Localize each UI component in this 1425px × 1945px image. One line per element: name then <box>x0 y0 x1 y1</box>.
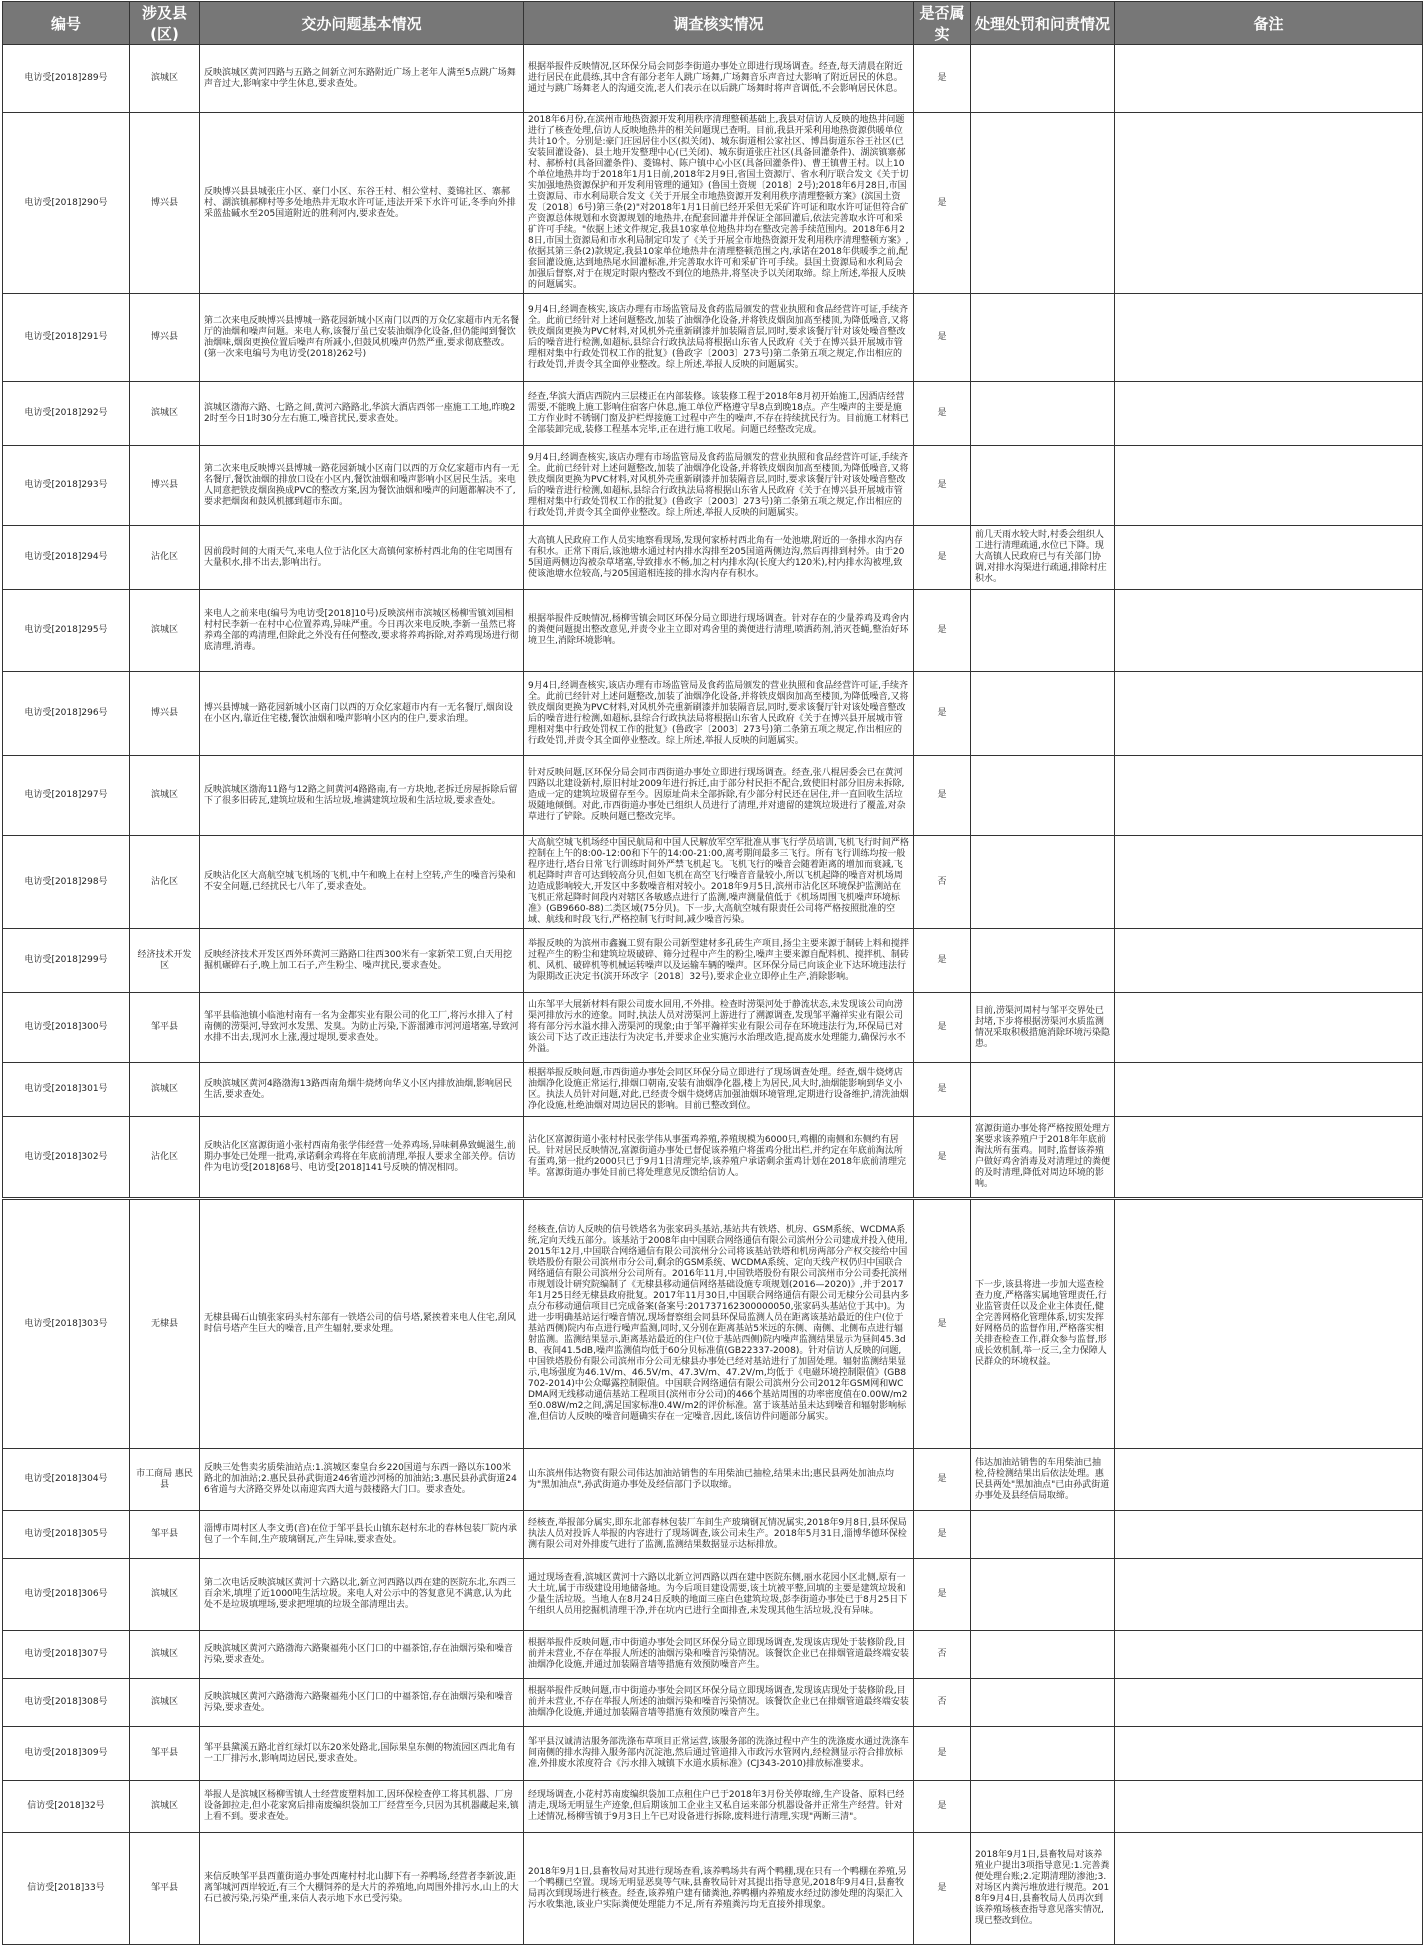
row-verified: 是 <box>914 113 971 294</box>
table-row <box>3 1727 1423 1781</box>
row-id: 电访受[2018]296号 <box>3 672 130 756</box>
row-issue: 举报人是滨城区杨柳雪镇人士经营废塑料加工,因环保检查停工将其机器、厂房设备卸拉走,但小花家窝后排南废编织袋加工厂经营至今,只因为其机器藏起来,镇上看不到。要求查处。 <box>200 1781 524 1833</box>
header-finding: 调查核实情况 <box>524 2 914 45</box>
row-county: 滨城区 <box>130 1063 200 1117</box>
row-issue: 第二次来电反映博兴县博城一路花园新城小区南门以西的万众亿家超市内无名餐厅的油烟和噪声问题。来电人称,该餐厅虽已安装油烟净化设备,但仍能闻到餐饮油烟味,烟囱更换位置后噪声有所减小,但鼓风机噪声仍然严重,要求彻底整改。(第一次来电编号为电访受(2018)262号) <box>200 294 524 382</box>
row-id: 电访受[2018]297号 <box>3 756 130 836</box>
header-county: 涉及县(区) <box>130 2 200 45</box>
row-verified: 是 <box>914 1511 971 1559</box>
table-row <box>3 836 1423 929</box>
row-penalty <box>971 756 1115 836</box>
row-note <box>1115 382 1423 446</box>
row-finding: 经查,华滨大酒店西院内三层楼正在内部装修。该装修工程于2018年8月初开始施工,因酒店经营需要,不能晚上施工影响住宿客户休息,施工单位严格遵守早8点到晚18点。产生噪声的主要是施工方作业时不锈钢门窗及护栏焊接施工过程中产生的噪声,不存在持续扰民行为。目前施工材料已全部装卸完成,装修工程基本完毕,正在进行施工收尾。问题已经整改完成。 <box>524 382 914 446</box>
row-county: 沾化区 <box>130 836 200 929</box>
row-id: 电访受[2018]303号 <box>3 1199 130 1449</box>
row-county: 邹平县 <box>130 993 200 1063</box>
row-penalty <box>971 1511 1115 1559</box>
table-row <box>3 590 1423 672</box>
row-finding: 大高航空城飞机场经中国民航局和中国人民解放军空军批准从事飞行学员培训,飞机飞行时间严格控制在上午的8:00-12:00和下午的14:00-21:00,离考期间最多三飞行。所有飞行训练均按一般程序进行,塔台日常飞行训练时间外严禁飞机起飞。飞机飞行的噪音会随着距离的增加而衰减,飞机起降时声音可达到较高分贝,但如飞机在高空飞行噪音音量较小,所以飞机起降的噪音对机场周边造成影响较大,开发区中多数噪音相对较小。2018年9月5日,滨州市沾化区环境保护监测站在飞机正常起降时间段内对辖区各敏感点进行了监测,噪声测量值低于《机场周围飞机噪声环境标准》(GB9660-88)二类区域(75分贝)。下一步,大高航空城有限责任公司将严格按照批准的空域、航线和时段飞行,严格控制飞行时间,减少噪音污染。 <box>524 836 914 929</box>
row-penalty: 富源街道办事处将严格按照处理方案要求该养殖户于2018年年底前淘汰所有蛋鸡。同时,监督该养殖户做好鸡舍消毒及对清理过的粪便的及时清理,降低对周边环境的影响。 <box>971 1117 1115 1199</box>
row-note <box>1115 929 1423 993</box>
row-penalty <box>971 1781 1115 1833</box>
row-verified: 是 <box>914 929 971 993</box>
row-county: 无棣县 <box>130 1199 200 1449</box>
row-note <box>1115 526 1423 590</box>
row-issue: 因前段时间的大雨天气,来电人位于沾化区大高镇何家桥村西北角的住宅周围有大量积水,排不出去,影响出行。 <box>200 526 524 590</box>
row-note <box>1115 1063 1423 1117</box>
table-row <box>3 446 1423 526</box>
row-county: 滨城区 <box>130 382 200 446</box>
row-issue: 第二次来电反映博兴县博城一路花园新城小区南门以西的万众亿家超市内有一无名餐厅,餐饮油烟的排放口设在小区内,餐饮油烟和噪声影响小区居民生活。来电人同意把铁皮烟囱换成PVC的整改方案,因为餐饮油烟和噪声的问题都解决不了,要求把烟囱和鼓风机挪到超市东面。 <box>200 446 524 526</box>
table-row <box>3 993 1423 1063</box>
row-verified: 是 <box>914 1781 971 1833</box>
row-county: 滨城区 <box>130 590 200 672</box>
row-note <box>1115 294 1423 382</box>
row-verified: 是 <box>914 1063 971 1117</box>
row-issue: 邹平县临池镇小临池村南有一名为金都实业有限公司的化工厂,将污水排入了村南侧的涝渠河,导致河水发黑、发臭。为防止污染,下游溜滩市河河道堵塞,导致河水排不出去,现河水上涨,漫过堤坝,要求查处。 <box>200 993 524 1063</box>
row-county: 滨城区 <box>130 1559 200 1631</box>
row-verified: 是 <box>914 526 971 590</box>
row-county: 邹平县 <box>130 1727 200 1781</box>
row-note <box>1115 1117 1423 1199</box>
row-county: 邹平县 <box>130 1833 200 1945</box>
table-row <box>3 1199 1423 1449</box>
table-row <box>3 756 1423 836</box>
row-finding: 大高镇人民政府工作人员实地察看现场,发现何家桥村西北角有一处池塘,附近的一条排水沟内存有积水。正常下雨后,该池塘水通过村内排水沟排至205国道两侧边沟,然后再排到村外。由于205国道两侧边沟被杂草堵塞,导致排水不畅,加之村内排水沟(长度大约120米),村内排水沟被埋,致使该池塘水位较高,与205国道相连接的排水沟内存有积水。 <box>524 526 914 590</box>
table-row <box>3 929 1423 993</box>
row-issue: 邹平县黛溪五路北首红绿灯以东20米处路北,国际果皇东侧的物流园区西北角有一工厂排污水,影响周边居民,要求查处。 <box>200 1727 524 1781</box>
row-issue: 反映滨城区渤海11路与12路之间黄河4路路南,有一方块地,老拆迁房屋拆除后留下了很多旧砖瓦,建筑垃圾和生活垃圾,堆满建筑垃圾和生活垃圾,要求查处。 <box>200 756 524 836</box>
row-finding: 山东滨州伟达物资有限公司伟达加油站销售的车用柴油已抽检,结果未出;惠民县两处加油点均为"黑加油点",孙武街道办事处及经信部门予以取缔。 <box>524 1449 914 1511</box>
row-id: 电访受[2018]307号 <box>3 1631 130 1679</box>
case-table <box>2 1 1423 1945</box>
row-issue: 淄博市周村区人李文勇(音)在位于邹平县长山镇东赵村东北的春林包装厂院内承包了一个车间,生产玻璃钢瓦,产生异味,要求查处。 <box>200 1511 524 1559</box>
row-penalty <box>971 672 1115 756</box>
row-county: 邹平县 <box>130 1511 200 1559</box>
row-issue: 反映滨城区黄河四路与五路之间新立河东路附近广场上老年人满至5点跳广场舞声音过大,影响家中学生休息,要求查处。 <box>200 45 524 113</box>
row-penalty <box>971 1559 1115 1631</box>
table-row <box>3 1781 1423 1833</box>
row-penalty <box>971 382 1115 446</box>
header-note: 备注 <box>1115 2 1423 45</box>
row-finding: 根据举报件反映情况,杨柳雪镇会同区环保分局立即进行现场调查。针对存在的少量养鸡及鸡舍内的粪便问题提出整改意见,并责令业主立即对鸡舍里的粪便进行清理,喷洒药剂,消灭苍蝇,整治好环境卫生,消除环境影响。 <box>524 590 914 672</box>
row-note <box>1115 993 1423 1063</box>
row-penalty <box>971 1727 1115 1781</box>
row-note <box>1115 1679 1423 1727</box>
row-issue: 来信反映邹平县西董街道办事处西庵村村北山脚下有一养鸭场,经营者李新波,距离邹城河西岸较近,有三个大棚饲养的是大片的养殖地,向周围外排污水,山上的大石已被污染,污染严重,来信人表示地下水已受污染。 <box>200 1833 524 1945</box>
row-verified: 是 <box>914 1833 971 1945</box>
row-id: 电访受[2018]294号 <box>3 526 130 590</box>
table-row <box>3 1511 1423 1559</box>
row-finding: 根据举报件反映问题,市中街道办事处会同区环保分局立即现场调查,发现该店现处于装修阶段,目前并未营业,不存在举报人所述的油烟污染和噪音污染情况。该餐饮企业已在排烟管道最终端安装油烟净化设施,并通过加装隔音墙等措施有效预防噪音产生。 <box>524 1631 914 1679</box>
row-id: 电访受[2018]293号 <box>3 446 130 526</box>
row-penalty <box>971 836 1115 929</box>
row-penalty <box>971 113 1115 294</box>
row-verified: 否 <box>914 836 971 929</box>
row-penalty <box>971 590 1115 672</box>
row-note <box>1115 446 1423 526</box>
row-note <box>1115 1727 1423 1781</box>
row-id: 电访受[2018]304号 <box>3 1449 130 1511</box>
row-finding: 2018年6月份,在滨州市地热资源开发利用秩序清理整顿基础上,我县对信访人反映的地热井问题进行了核查处理,信访人反映地热井的相关问题现已查明。目前,我县开采利用地热资源供暖单位共计10个。分别是:豪门庄园居住小区(拟关闭)、城东街道相公家社区、博昌街道东谷王社区(已安装回灌设备)、县土地开发整理中心(已关闭)、城东街道张庄社区(具备回灌条件)、湖滨镇寨郝村、郝桥村(具备回灌条件)、菱锦村、陈户镇中心小区(具备回灌条件)、曹王镇曹王村。以上10个单位地热井均于2018年1月1日前,2018年2月9日,省国土资源厅、省水利厅联合发文《关于切实加强地热资源保护和开发利用管理的通知》(鲁国土资规〔2018〕2号);2018年6月28日,市国土资源局、市水利局联合发文《关于开展全市地热资源开发利用秩序清理整顿方案》(滨国土资发〔2018〕6号)第三条(2)"对2018年1月1日前已经开采但无采矿许可证和取水许可证但符合矿产资源总体规划和水资源规划的地热井,在配套回灌井并保证全部回灌后,依法完善取水许可和采矿许可手续。"依据上述文件规定,我县10家单位地热井均在整改完善手续范围内。2018年6月28日,市国土资源局和市水利局制定印发了《关于开展全市地热资源开发利用秩序清理整顿方案》,依据其第三条(2)款规定,我县10家单位地热井在清理整顿范围之内,承诺在2018年供暖季之前,配套回灌设施,达到地热尾水回灌标准,并完善取水许可和采矿许可手续。县国土资源局和水利局会加强后督察,对于在规定时限内整改不到位的地热井,将坚决予以关闭取缔。综上所述,举报人反映的问题属实。 <box>524 113 914 294</box>
row-id: 电访受[2018]292号 <box>3 382 130 446</box>
row-issue: 反映沾化区富源街道小张村西南角张学伟经营一处养鸡场,异味刺鼻致蝇滋生,前期办事处已处理一批鸡,承诺剩余鸡将在年底前清理,举报人要求全部关停。信访件为电访受[2018]68号、电访受[2018]141号反映的情况相同。 <box>200 1117 524 1199</box>
header-verified: 是否属实 <box>914 2 971 45</box>
row-id: 电访受[2018]291号 <box>3 294 130 382</box>
row-verified: 是 <box>914 1449 971 1511</box>
row-id: 电访受[2018]305号 <box>3 1511 130 1559</box>
row-issue: 反映三处售卖劣质柴油站点:1.滨城区秦皇台乡220国道与东西一路以东100米路北的加油站;2.惠民县孙武街道246省道沙河杨的加油站;3.惠民县孙武街道246省道与大济路交界处以南迎宾西大道与鼓楼路大门口。要求查处。 <box>200 1449 524 1511</box>
row-id: 电访受[2018]299号 <box>3 929 130 993</box>
row-note <box>1115 1781 1423 1833</box>
row-note <box>1115 1511 1423 1559</box>
row-issue: 反映博兴县县城张庄小区、豪门小区、东谷王村、相公堂村、菱锦社区、寨郝村、湖滨镇郝柳村等多处地热井无取水许可证,违法开采下水许可证,冬季向外排采蓝盐碱水至205国道附近的胜利河内,要求查处。 <box>200 113 524 294</box>
table-row <box>3 672 1423 756</box>
row-note <box>1115 45 1423 113</box>
row-penalty <box>971 1063 1115 1117</box>
row-verified: 是 <box>914 1559 971 1631</box>
table-row <box>3 1679 1423 1727</box>
row-finding: 9月4日,经调查核实,该店办理有市场监管局及食药监局颁发的营业执照和食品经营许可证,手续齐全。此前已经针对上述问题整改,加装了油烟净化设备,并将铁皮烟囱加高至楼顶,为降低噪音,又将铁皮烟囱更换为PVC材料,对风机外壳重新刷漆并加装隔音层,同时,要求该餐厅针对该处噪音整改后的噪音进行检测,如超标,县综合行政执法局将根据山东省人民政府《关于在博兴县开展城市管理相对集中行政处罚权工作的批复》(鲁政字〔2003〕273号)第二条第五项之规定,作出相应的行政处罚,并责令其全面停业整改。综上所述,举报人反映的问题属实。 <box>524 294 914 382</box>
header-row <box>3 2 1423 45</box>
row-penalty: 伟达加油站销售的车用柴油已抽检,待检测结果出后依法处理。惠民县两处"黑加油点"已由孙武街道办事处及县经信局取缔。 <box>971 1449 1115 1511</box>
row-issue: 博兴县博城一路花园新城小区南门以西的万众亿家超市内有一无名餐厅,烟囱设在小区内,靠近住宅楼,餐饮油烟和噪声影响小区内的住户,要求治理。 <box>200 672 524 756</box>
table-row <box>3 1063 1423 1117</box>
row-finding: 沾化区富源街道小张村村民张学伟从事蛋鸡养殖,养殖规模为6000只,鸡棚的南侧和东侧约有居民。针对居民反映情况,富源街道办事处已督促该养殖户将蛋鸡分批出栏,并约定在年底前淘汰所有蛋鸡,第一批约2000只已于9月1日清理完毕,该养殖户承诺剩余蛋鸡计划在2018年底前清理完毕。富源街道办事处目前已将处理意见反馈给信访人。 <box>524 1117 914 1199</box>
row-issue: 反映经济技术开发区西外环黄河三路路口往西300米有一家新荣工贸,白天用挖掘机碾碎石子,晚上加工石子,产生粉尘、噪声扰民,要求查处。 <box>200 929 524 993</box>
row-verified: 是 <box>914 993 971 1063</box>
row-verified: 是 <box>914 45 971 113</box>
row-penalty <box>971 294 1115 382</box>
header-id: 编号 <box>3 2 130 45</box>
row-county: 博兴县 <box>130 672 200 756</box>
row-issue: 无棣县碣石山镇张家码头村东部有一铁塔公司的信号塔,紧挨着来电人住宅,刮风时信号塔产生巨大的噪音,且产生辐射,要求处理。 <box>200 1199 524 1449</box>
row-id: 电访受[2018]301号 <box>3 1063 130 1117</box>
row-county: 滨城区 <box>130 1679 200 1727</box>
row-finding: 根据举报件反映问题,市中街道办事处会同区环保分局立即现场调查,发现该店现处于装修阶段,目前并未营业,不存在举报人所述的油烟污染和噪音污染情况。该餐饮企业已在排烟管道最终端安装油烟净化设施,并通过加装隔音墙等措施有效预防噪音产生。 <box>524 1679 914 1727</box>
row-finding: 经核查,举报部分属实,即东北部春林包装厂车间生产玻璃钢瓦情况属实,2018年9月8日,县环保局执法人员对投诉人举报的内容进行了现场调查,该公司未生产。2018年5月31日,淄博华德环保检测有限公司对外排废气进行了监测,监测结果数据显示达标排放。 <box>524 1511 914 1559</box>
row-verified: 是 <box>914 590 971 672</box>
row-penalty <box>971 446 1115 526</box>
row-verified: 是 <box>914 1199 971 1449</box>
row-finding: 针对反映问题,区环保分局会同市西街道办事处立即进行现场调查。经查,张八棍居委会已在黄河四路以北建设新村,原旧村址2009年进行拆迁,由于部分村民拒不配合,致使旧村部分旧房未拆除,造成一定的建筑垃圾留存至今。因原址尚未全部拆除,有少部分村民还在居住,并一直回收生活垃圾随地倾倒。对此,市西街道办事处已组织人员进行了清理,并对遗留的建筑垃圾进行了覆盖,对杂草进行了铲除。反映问题已整改完毕。 <box>524 756 914 836</box>
row-finding: 根据举报反映问题,市西街道办事处会同区环保分局立即进行了现场调查处理。经查,烟牛烧烤店油烟净化设施正常运行,排烟口朝南,安装有油烟净化器,楼上为居民,风大时,油烟能影响到华义小区。执法人员针对问题,对此,已经责令烟牛烧烤店加强油烟环境管理,定期进行设备维护,清洗油烟净化设施,杜绝油烟对周边居民的影响。目前已整改到位。 <box>524 1063 914 1117</box>
row-county: 滨城区 <box>130 1781 200 1833</box>
row-county: 滨城区 <box>130 45 200 113</box>
row-county: 经济技术开发区 <box>130 929 200 993</box>
row-county: 市工商局 惠民县 <box>130 1449 200 1511</box>
row-county: 滨城区 <box>130 1631 200 1679</box>
row-finding: 根据举报件反映情况,区环保分局会同彭李街道办事处立即进行现场调查。经查,每天清晨在附近进行居民在此晨练,其中含有部分老年人跳广场舞,广场舞音乐声音过大影响了附近居民的休息。通过与跳广场舞老人的沟通交流,老人们表示在以后跳广场舞时将声音调低,不会影响居民休息。 <box>524 45 914 113</box>
row-county: 博兴县 <box>130 113 200 294</box>
row-id: 电访受[2018]298号 <box>3 836 130 929</box>
row-id: 电访受[2018]302号 <box>3 1117 130 1199</box>
row-finding: 9月4日,经调查核实,该店办理有市场监管局及食药监局颁发的营业执照和食品经营许可证,手续齐全。此前已经针对上述问题整改,加装了油烟净化设备,并将铁皮烟囱加高至楼顶,为降低噪音,又将铁皮烟囱更换为PVC材料,对风机外壳重新刷漆并加装隔音层,同时,要求该餐厅针对该处噪音整改后的噪音进行检测,如超标,县综合行政执法局将根据山东省人民政府《关于在博兴县开展城市管理相对集中行政处罚权工作的批复》(鲁政字〔2003〕273号)第二条第五项之规定,作出相应的行政处罚,并责令其全面停业整改。综上所述,举报人反映的问题属实。 <box>524 446 914 526</box>
header-issue: 交办问题基本情况 <box>200 2 524 45</box>
row-issue: 反映滨城区黄河六路渤海六路聚福苑小区门口的中福茶馆,存在油烟污染和噪音污染,要求查处。 <box>200 1679 524 1727</box>
row-verified: 是 <box>914 294 971 382</box>
row-penalty <box>971 45 1115 113</box>
row-finding: 举报反映的为滨州市鑫巍工贸有限公司新型建材多孔砖生产项目,扬尘主要来源于制砖上料和搅拌过程产生的粉尘和建筑垃圾破碎、筛分过程中产生的粉尘,噪声主要来源自配料机、搅拌机、制砖机、风机、破碎机等机械运转噪声以及运输车辆的噪声。区环保分局已向该企业下达环境违法行为限期改正决定书(滨开环改字〔2018〕32号),要求企业立即停止生产,消除影响。 <box>524 929 914 993</box>
row-verified: 是 <box>914 382 971 446</box>
row-verified: 是 <box>914 756 971 836</box>
row-note <box>1115 1199 1423 1449</box>
row-id: 电访受[2018]300号 <box>3 993 130 1063</box>
row-note <box>1115 113 1423 294</box>
row-issue: 反映滨城区黄河4路渤海13路西南角烟牛烧烤向华义小区内排放油烟,影响居民生活,要求查处。 <box>200 1063 524 1117</box>
table-body <box>3 45 1423 1945</box>
row-note <box>1115 756 1423 836</box>
row-issue: 第二次电话反映滨城区黄河十六路以北,新立河西路以西在建的医院东北,东西三百余米,填埋了近1000吨生活垃圾。来电人对公示中的答复意见不满意,认为此处不是垃圾填埋场,要求把埋填的垃圾全部清理出去。 <box>200 1559 524 1631</box>
row-id: 电访受[2018]289号 <box>3 45 130 113</box>
row-note <box>1115 590 1423 672</box>
row-id: 电访受[2018]306号 <box>3 1559 130 1631</box>
row-note <box>1115 1833 1423 1945</box>
row-note <box>1115 672 1423 756</box>
row-finding: 经现场调查,小花村苏南废编织袋加工点租住户已于2018年3月份关停取缔,生产设备、原料已经清走,现场无明显生产迹象,但后期该加工企业主又私自运来部分机器设备并正常生产经营。针对上述情况,杨柳雪镇于9月3日上午已对设备进行拆除,废料进行清理,实现"两断三清"。 <box>524 1781 914 1833</box>
row-finding: 9月4日,经调查核实,该店办理有市场监管局及食药监局颁发的营业执照和食品经营许可证,手续齐全。此前已经针对上述问题整改,加装了油烟净化设备,并将铁皮烟囱加高至楼顶,为降低噪音,又将铁皮烟囱更换为PVC材料,对风机外壳重新刷漆并加装隔音层,同时,要求该餐厅针对该处噪音整改后的噪音进行检测,如超标,县综合行政执法局将根据山东省人民政府《关于在博兴县开展城市管理相对集中行政处罚权工作的批复》(鲁政字〔2003〕273号)第二条第五项之规定,作出相应的行政处罚,并责令其全面停业整改。综上所述,举报人反映的问题属实。 <box>524 672 914 756</box>
row-penalty <box>971 1679 1115 1727</box>
row-county: 博兴县 <box>130 294 200 382</box>
table-row <box>3 382 1423 446</box>
row-verified: 否 <box>914 1631 971 1679</box>
row-finding: 邹平县汉诚清洁服务部洗涤布草项目正常运营,该服务部的洗涤过程中产生的洗涤废水通过洗涤车间南侧的排水沟排入服务部内沉淀池,然后通过管道排入市政污水管网内,经检测显示符合排放标准,外排废水浓度符合《污水排入城镇下水道水质标准》(CJ343-2010)排放标准要求。 <box>524 1727 914 1781</box>
table-row <box>3 1449 1423 1511</box>
row-finding: 经核查,信访人反映的信号铁塔名为张家码头基站,基站共有铁塔、机房、GSM系统、WCDMA系统,定向天线五部分。该基站于2008年由中国联合网络通信有限公司滨州分公司建成并投入使用,2015年12月,中国联合网络通信有限公司滨州分公司将该基站铁塔和机房两部分产权交接给中国铁塔股份有限公司滨州市分公司,剩余的GSM系统、WCDMA系统、定向天线产权仍归中国联合网络通信有限公司滨州分公司所有。2016年11月,中国铁塔股份有限公司滨州市分公司委托滨州市规划设计研究院编制了《无棣县移动通信网络基础设施专项规划(2016—2020)》,并于2017年1月25日经无棣县政府批复。2017年11月30日,中国联合网络通信有限公司无棣分公司县内多点分布移动通信项目已完成备案(备案号:201737162300000050,张家码头基站位于其中)。为进一步明确基站运行噪音情况,现场督察组会同县环保局监测人员在距离该基站最近的住户(位于基站西侧)院内布点进行噪声监测,同时,又分别在距离基站5米远的东侧、南侧、北侧布点进行辐射监测。监测结果显示,距离基站最近的住户(位于基站西侧)院内噪声监测结果显示为昼间45.3dB、夜间41.5dB,噪声监测值均低于60分贝标准值(GB22337-2008)。针对信访人反映的问题,中国铁塔股份有限公司滨州市分公司无棣县办事处已经对基站进行了加固处理。辐射监测结果显示,电场强度为46.1V/m、46.5V/m、47.3V/m、47.2V/m,均低于《电磁环境控制限值》(GB8702-2014)中公众曝露控制限值。中国联合网络通信有限公司滨州分公司2012年GSM网和WCDMA网无线移动通信基站工程项目(滨州市分公司)的466个基站周围的功率密度值在0.00W/m2至0.08W/m2之间,满足国家标准0.4W/m2的评价标准。富于该基站虽未达到噪音和辐射影响标准,但信访人反映的噪音问题确实存在一定噪音,因此,该信访件问题部分属实。 <box>524 1199 914 1449</box>
row-note <box>1115 1559 1423 1631</box>
row-verified: 否 <box>914 1679 971 1727</box>
row-verified: 是 <box>914 446 971 526</box>
row-penalty: 下一步,该县将进一步加大巡查检查力度,严格落实属地管理责任,行业监管责任以及企业主体责任,健全完善网格化管理体系,切实发挥好网格员的监督作用,严格落实相关排查检查工作,群众参与监督,形成长效机制,举一反三,全力保障人民群众的环境权益。 <box>971 1199 1115 1449</box>
row-note <box>1115 1449 1423 1511</box>
row-note <box>1115 836 1423 929</box>
row-id: 电访受[2018]295号 <box>3 590 130 672</box>
row-id: 电访受[2018]290号 <box>3 113 130 294</box>
header-penalty: 处理处罚和问责情况 <box>971 2 1115 45</box>
row-county: 滨城区 <box>130 756 200 836</box>
row-penalty <box>971 929 1115 993</box>
row-issue: 滨城区渤海六路、七路之间,黄河六路路北,华滨大酒店西邻一座施工工地,昨晚22时至今日1时30分左右施工,噪音扰民,要求查处。 <box>200 382 524 446</box>
table-row <box>3 1631 1423 1679</box>
row-issue: 反映滨城区黄河六路渤海六路聚福苑小区门口的中福茶馆,存在油烟污染和噪音污染,要求查处。 <box>200 1631 524 1679</box>
row-id: 信访受[2018]32号 <box>3 1781 130 1833</box>
table-row <box>3 294 1423 382</box>
row-verified: 是 <box>914 1117 971 1199</box>
row-penalty: 前几天雨水较大时,村委会组织人工进行清理疏通,水位已下降。现大高镇人民政府已与有关部门协调,对排水沟渠进行疏通,排除村庄积水。 <box>971 526 1115 590</box>
row-penalty <box>971 1631 1115 1679</box>
row-county: 博兴县 <box>130 446 200 526</box>
row-note <box>1115 1631 1423 1679</box>
row-issue: 反映沾化区大高航空城飞机场的飞机,中午和晚上在村上空转,产生的噪音污染和不安全问题,已经扰民七八年了,要求查处。 <box>200 836 524 929</box>
table-row <box>3 45 1423 113</box>
table-row <box>3 113 1423 294</box>
row-verified: 是 <box>914 672 971 756</box>
row-id: 电访受[2018]309号 <box>3 1727 130 1781</box>
row-issue: 来电人之前来电(编号为电访受[2018]10号)反映滨州市滨城区杨柳雪镇刘国相村村民李新一在村中心位置养鸡,异味严重。今日再次来电反映,李新一虽然已将养鸡全部的鸡清理,但除此之外没有任何整改,要求将养鸡拆除,对养鸡现场进行彻底清理,消毒。 <box>200 590 524 672</box>
row-penalty: 目前,涝渠河周村与邹平交界处已封堵,下步将根据涝渠河水质监测情况采取积极措施消除环境污染隐患。 <box>971 993 1115 1063</box>
row-verified: 是 <box>914 1727 971 1781</box>
table-row <box>3 526 1423 590</box>
table-row <box>3 1559 1423 1631</box>
row-county: 沾化区 <box>130 526 200 590</box>
row-penalty: 2018年9月1日,县畜牧局对该养殖业户提出3项指导意见:1.完善粪便处理台账;2.定期清理防渗池;3.对场区内粪污堆放进行规范。2018年9月4日,县畜牧局人员再次到该养殖场核查指导意见落实情况,现已整改到位。 <box>971 1833 1115 1945</box>
row-finding: 通过现场查看,滨城区黄河十六路以北新立河西路以西在建中医院东侧,丽水花园小区北侧,原有一大土坑,属于市级建设用地储备地。为今后项目建设需要,该土坑被平整,回填的主要是建筑垃圾和少量生活垃圾。当地人在8月24日反映的地面三座白色建筑垃圾,彭李街道办事处已于8月25日下午组织人员用挖掘机清理干净,并在坑内已进行全面排查,未发现其他生活垃圾,没有异味。 <box>524 1559 914 1631</box>
row-finding: 2018年9月1日,县畜牧局对其进行现场查看,该养鸭场共有两个鸭棚,现在只有一个鸭棚在养殖,另一个鸭棚已空置。现场无明显恶臭等气味,县畜牧局针对其提出指导意见,2018年9月4日,县畜牧局再次到现场进行核查。经查,该养殖户建有储粪池,养鸭棚内养殖废水经过防渗处理的沟渠汇入污水收集池,该业户实际粪便处理能力不足,所有养殖粪污均无直接外排现象。 <box>524 1833 914 1945</box>
row-county: 沾化区 <box>130 1117 200 1199</box>
row-id: 信访受[2018]33号 <box>3 1833 130 1945</box>
table-row <box>3 1117 1423 1199</box>
table-row <box>3 1833 1423 1945</box>
row-id: 电访受[2018]308号 <box>3 1679 130 1727</box>
row-finding: 山东邹平大展新材料有限公司废水回用,不外排。检查时涝渠河处于静流状态,未发现该公司向涝渠河排放污水的迹象。同时,执法人员对涝渠河上游进行了溯源调查,发现邹平瀚祥实业有限公司将有部分污水溢水排入涝渠河的现象;由于邹平瀚祥实业有限公司存在环境违法行为,环保局已对该公司下达了改正违法行为决定书,并要求企业实施污水治理改造,提高废水处理能力,确保污水不外溢。 <box>524 993 914 1063</box>
